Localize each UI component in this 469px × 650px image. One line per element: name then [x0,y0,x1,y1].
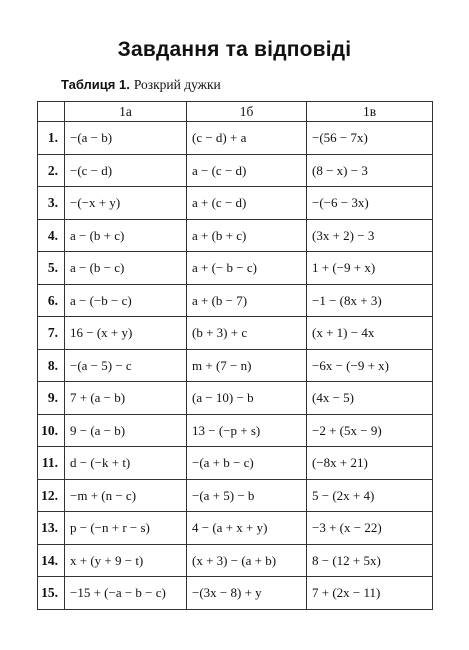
header-number [38,102,65,122]
expression-cell-1b: a + (− b − c) [187,252,307,285]
expression-cell-1a: x + (y + 9 − t) [65,544,187,577]
table-row [38,122,433,155]
expression-cell-1a: a − (b + c) [65,219,187,252]
row-number-cell: 14. [38,544,65,577]
row-number-cell: 2. [38,154,65,187]
expression-cell-1v: 8 − (12 + 5x) [307,544,433,577]
table-caption-label: Таблиця 1. [61,77,130,92]
expression-cell-1a: −(−x + y) [65,187,187,220]
expression-cell-1v: (−8x + 21) [307,447,433,480]
expression-cell-1b: (a − 10) − b [187,382,307,415]
expression-cell-1a: −(a − 5) − c [65,349,187,382]
table-row [38,187,433,220]
expression-cell-1v: −1 − (8x + 3) [307,284,433,317]
row-number-cell: 3. [38,187,65,220]
row-number-cell: 8. [38,349,65,382]
expression-cell-1b: (c − d) + a [187,122,307,155]
table-row [38,317,433,350]
table-header-row [38,102,433,122]
expression-cell-1b: 13 − (−p + s) [187,414,307,447]
expression-cell-1b: a + (c − d) [187,187,307,220]
expression-cell-1a: −(a − b) [65,122,187,155]
expression-cell-1b: a − (c − d) [187,154,307,187]
table-row [38,382,433,415]
expression-cell-1a: a − (b − c) [65,252,187,285]
expression-cell-1b: 4 − (a + x + y) [187,512,307,545]
expression-cell-1v: −2 + (5x − 9) [307,414,433,447]
table-caption-text: Розкрий дужки [133,77,221,92]
expression-cell-1v: (x + 1) − 4x [307,317,433,350]
row-number-cell: 10. [38,414,65,447]
expression-cell-1a: 7 + (a − b) [65,382,187,415]
table-row [38,252,433,285]
expression-cell-1a: a − (−b − c) [65,284,187,317]
expression-cell-1b: a + (b + c) [187,219,307,252]
table-row [38,544,433,577]
expression-cell-1b: m + (7 − n) [187,349,307,382]
expression-cell-1v: 7 + (2x − 11) [307,577,433,610]
expression-cell-1v: −(−6 − 3x) [307,187,433,220]
expression-cell-1a: −15 + (−a − b − c) [65,577,187,610]
expression-cell-1v: −3 + (x − 22) [307,512,433,545]
expression-cell-1b: (x + 3) − (a + b) [187,544,307,577]
table-row [38,414,433,447]
row-number-cell: 4. [38,219,65,252]
row-number-cell: 15. [38,577,65,610]
row-number-cell: 13. [38,512,65,545]
header-1b: 1б [187,102,307,122]
expression-cell-1a: p − (−n + r − s) [65,512,187,545]
expression-cell-1v: −(56 − 7x) [307,122,433,155]
row-number-cell: 5. [38,252,65,285]
expression-cell-1b: −(a + b − c) [187,447,307,480]
table-body [38,122,433,610]
table-row [38,154,433,187]
table-caption [61,77,221,93]
expression-cell-1v: 1 + (−9 + x) [307,252,433,285]
expression-cell-1b: −(3x − 8) + y [187,577,307,610]
table-row [38,219,433,252]
expression-cell-1v: (3x + 2) − 3 [307,219,433,252]
row-number-cell: 7. [38,317,65,350]
table-row [38,577,433,610]
table-row [38,512,433,545]
table-row [38,447,433,480]
table-row [38,479,433,512]
row-number-cell: 1. [38,122,65,155]
expression-cell-1v: 5 − (2x + 4) [307,479,433,512]
expression-cell-1a: 9 − (a − b) [65,414,187,447]
expression-cell-1v: (4x − 5) [307,382,433,415]
expression-cell-1b: a + (b − 7) [187,284,307,317]
expression-cell-1a: d − (−k + t) [65,447,187,480]
expression-cell-1v: (8 − x) − 3 [307,154,433,187]
expression-cell-1a: −m + (n − c) [65,479,187,512]
row-number-cell: 9. [38,382,65,415]
expression-cell-1b: (b + 3) + c [187,317,307,350]
expression-cell-1a: 16 − (x + y) [65,317,187,350]
header-1v: 1в [307,102,433,122]
expression-cell-1v: −6x − (−9 + x) [307,349,433,382]
expression-cell-1b: −(a + 5) − b [187,479,307,512]
page-title: Завдання та відповіді [117,38,352,61]
row-number-cell: 12. [38,479,65,512]
row-number-cell: 6. [38,284,65,317]
expression-cell-1a: −(c − d) [65,154,187,187]
table-row [38,284,433,317]
header-1a: 1а [65,102,187,122]
row-number-cell: 11. [38,447,65,480]
table-row [38,349,433,382]
answers-table [37,101,433,610]
